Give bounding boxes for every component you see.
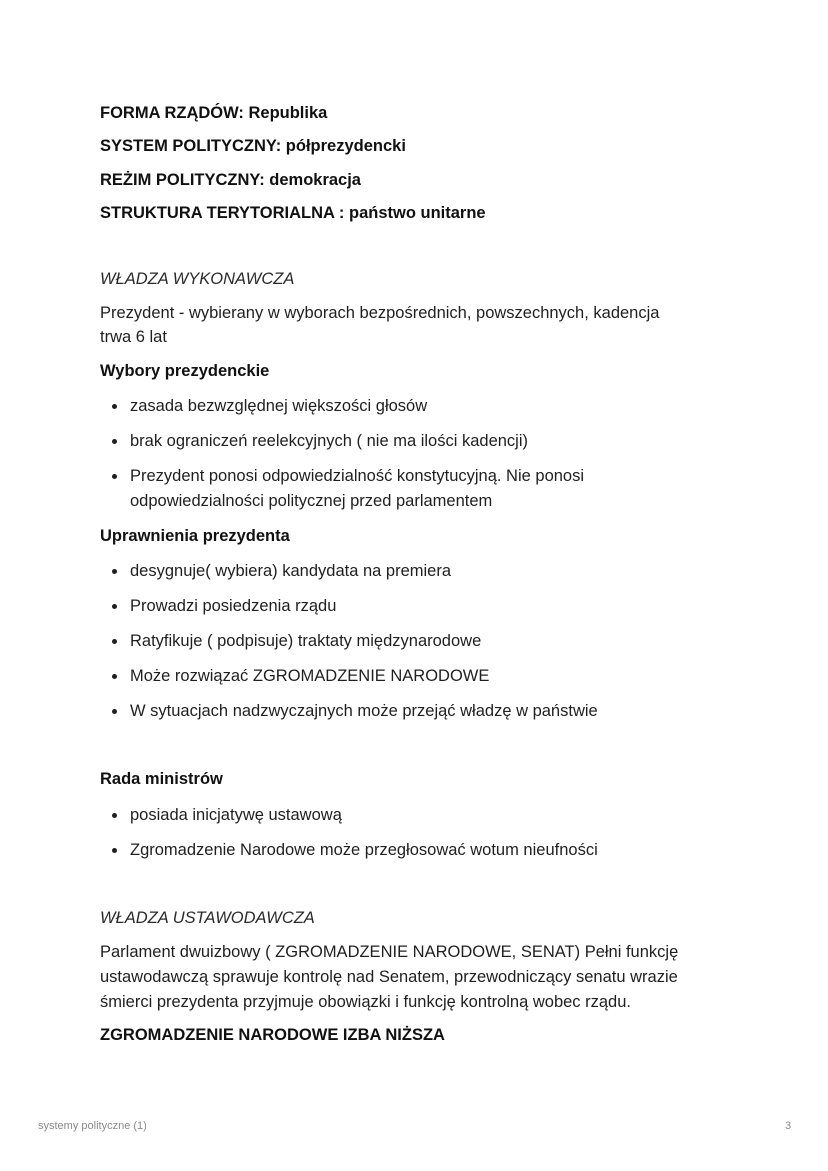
footer-document-name: systemy polityczne (1) <box>38 1120 147 1132</box>
bullet-icon <box>112 439 117 444</box>
legislative-line-1: Parlament dwuizbowy ( ZGROMADZENIE NARODOWE, SENAT) Pełni funkcję <box>100 943 679 961</box>
meta-political-regime: REŻIM POLITYCZNY: demokracja <box>100 171 361 189</box>
executive-intro-line-1: Prezydent - wybierany w wyborach bezpośrednich, powszechnych, kadencja <box>100 304 660 322</box>
bullet-icon <box>112 848 117 853</box>
ministers-heading: Rada ministrów <box>100 770 223 788</box>
legislative-line-2: ustawodawczą sprawuje kontrolę nad Senatem, przewodniczący senatu wrazie <box>100 968 678 986</box>
meta-political-system: SYSTEM POLITYCZNY: półprezydencki <box>100 137 406 155</box>
legislative-line-3: śmierci prezydenta przyjmuje obowiązki i funkcję kontrolną wobec rządu. <box>100 993 631 1011</box>
bullet-icon <box>112 474 117 479</box>
bullet-icon <box>112 674 117 679</box>
bullet-icon <box>112 569 117 574</box>
executive-intro-line-2: trwa 6 lat <box>100 328 167 346</box>
meta-territorial-structure: STRUKTURA TERYTORIALNA : państwo unitarne <box>100 204 486 222</box>
bullet-icon <box>112 404 117 409</box>
bullet-icon <box>112 813 117 818</box>
footer-page-number: 3 <box>785 1120 792 1132</box>
bullet-icon <box>112 604 117 609</box>
lower-house-heading: ZGROMADZENIE NARODOWE IZBA NIŻSZA <box>100 1026 445 1044</box>
powers-heading: Uprawnienia prezydenta <box>100 527 290 545</box>
bullet-icon <box>112 709 117 714</box>
executive-heading: WŁADZA WYKONAWCZA <box>100 270 295 288</box>
bullet-icon <box>112 639 117 644</box>
meta-government-form: FORMA RZĄDÓW: Republika <box>100 104 328 122</box>
legislative-heading: WŁADZA USTAWODAWCZA <box>100 909 315 927</box>
elections-heading: Wybory prezydenckie <box>100 362 270 380</box>
